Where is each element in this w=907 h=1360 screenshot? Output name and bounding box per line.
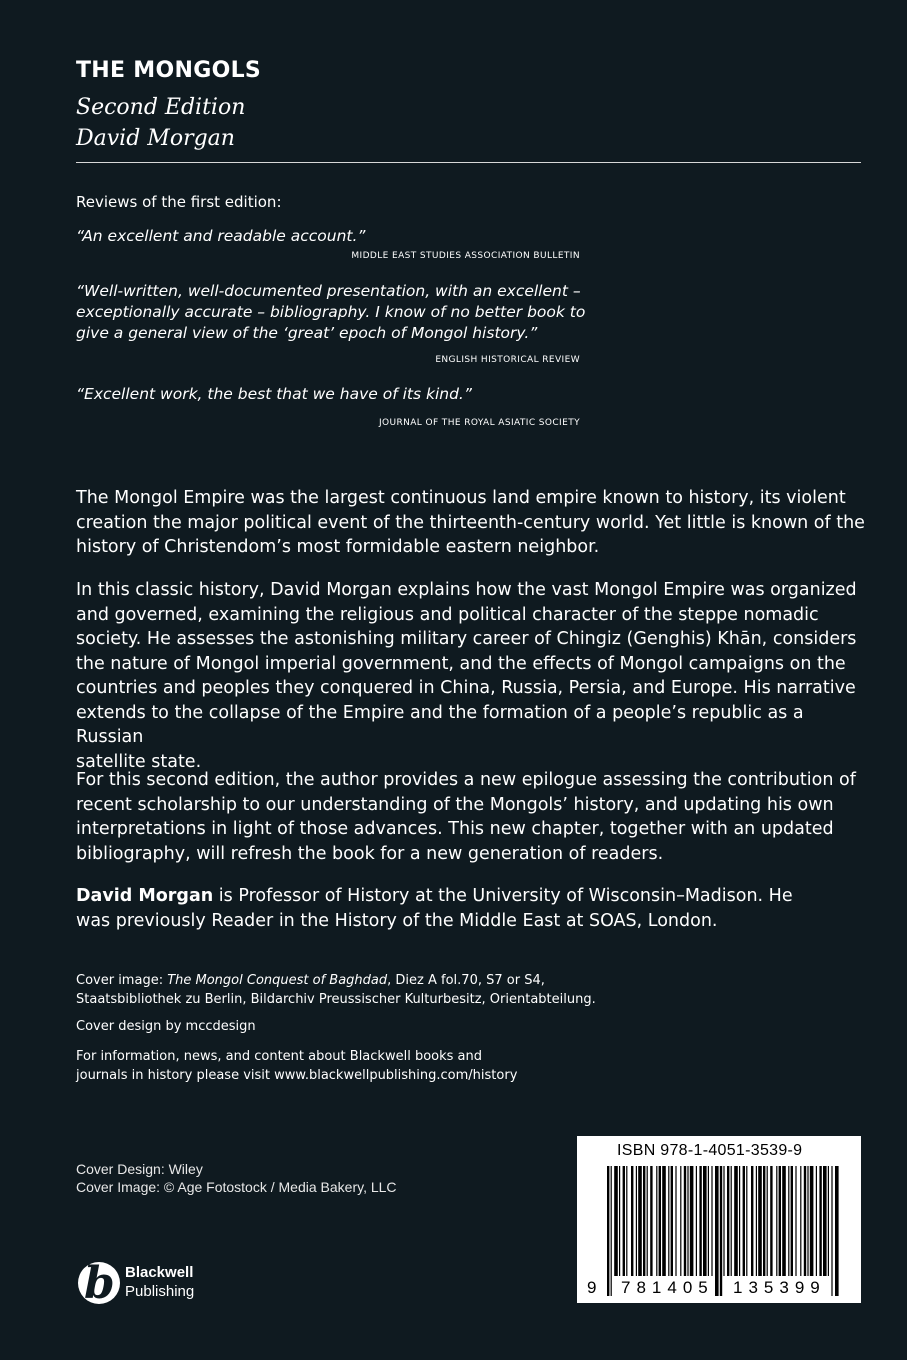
blackwell-logo: b [78,1262,120,1304]
review-source: ENGLISH HISTORICAL REVIEW [435,355,580,365]
edition: Second Edition [76,95,246,120]
barcode-digits-left: 781405 [621,1278,714,1297]
isbn-label: ISBN 978-1-4051-3539-9 [617,1142,803,1159]
credits: Cover Design: Wiley Cover Image: © Age Fotostock / Media Bakery, LLC [76,1161,397,1195]
description-paragraph-1: The Mongol Empire was the largest continuous land empire known to history, its violent creation the major political event of the thirteenth-century world. Yet little is known of the history of Christendom’s most formidable eastern neighbor. [76,488,865,557]
review-source: JOURNAL OF THE ROYAL ASIATIC SOCIETY [378,418,580,428]
review-source: MIDDLE EAST STUDIES ASSOCIATION BULLETIN [351,251,580,261]
author-name: David Morgan [76,126,235,151]
description-paragraph-3: For this second edition, the author provides a new epilogue assessing the contribution of recent scholarship to our understanding of the Mongols’ history, and updating his own interpretations in light of those advances. This new chapter, together with an updated bibliography, will refresh the book for a new generation of readers. [76,770,856,864]
review-quote: “Excellent work, the best that we have of its kind.” [76,385,472,403]
review-quote: “Well-written, well-documented presentation, with an excellent – exceptionally accurate – bibliography. I know of no better book to give a general view of the ‘great’ epoch of Mongol history.” [76,282,586,342]
description-paragraph-2: In this classic history, David Morgan explains how the vast Mongol Empire was organized and governed, examining the religious and political character of the steppe nomadic society. He assesses the astonishing military career of Chingiz (Genghis) Khān, considers the nature of Mongol imperial government, and the effects of Mongol campaigns on the countries and peoples they conquered in China, Russia, Persia, and Europe. His narrative extends to the collapse of the Empire and the formation of a people’s republic as a Russian satellite state. [76,580,857,772]
divider [76,162,861,163]
review-quote: “An excellent and readable account.” [76,227,366,245]
barcode-digit: 9 [587,1278,597,1297]
reviews-heading: Reviews of the first edition: [76,193,282,211]
publisher-subname: Publishing [125,1283,195,1300]
book-title: THE MONGOLS [76,58,262,83]
cover-design-note: Cover design by mccdesign [76,1019,256,1034]
info-note: For information, news, and content about Blackwell books and journals in history please visit www.blackwellpublishing.com/history [76,1049,518,1083]
author-bio: David Morgan is Professor of History at the University of Wisconsin–Madison. He was previously Reader in the History of the Middle East at SOAS, London. [76,886,793,931]
barcode [577,1136,861,1303]
cover-image-note: Cover image: The Mongol Conquest of Baghdad, Diez A fol.70, S7 or S4, Staatsbibliothek zu Berlin, Bildarchiv Preussischer Kulturbesitz, Orientabteilung. [76,973,596,1007]
barcode-digits-right: 135399 [733,1278,826,1297]
publisher-name: Blackwell [125,1264,194,1281]
bio-author-name: David Morgan [76,886,214,906]
